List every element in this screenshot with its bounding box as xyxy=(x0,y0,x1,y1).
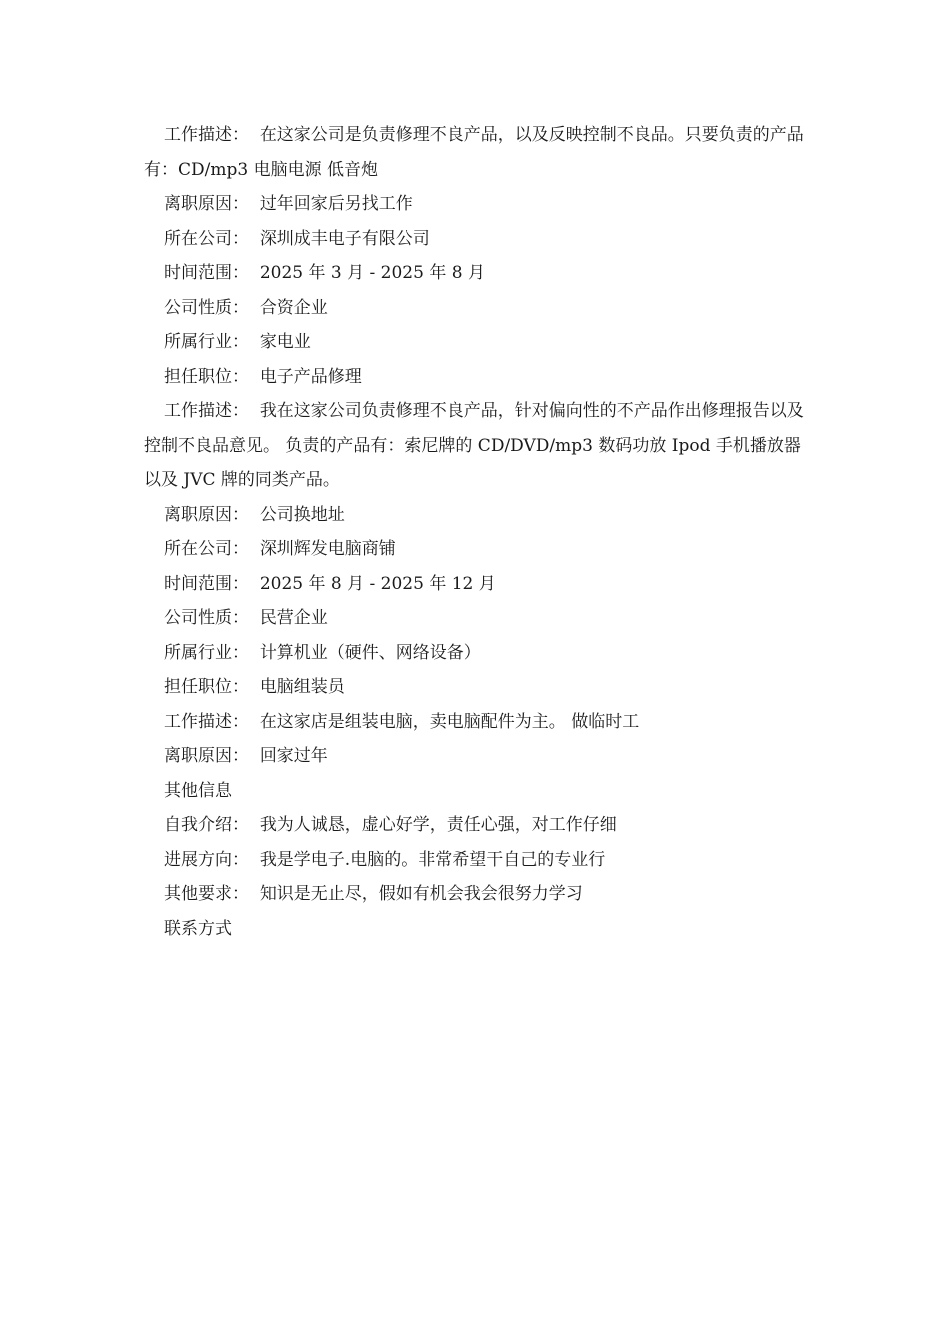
entry-work-desc-3 xyxy=(144,705,808,740)
field-label: 担任职位： xyxy=(164,366,249,387)
field-value: 深圳辉发电脑商铺 xyxy=(259,539,396,559)
field-value: 知识是无止尽，假如有机会我会很努力学习 xyxy=(259,884,583,904)
entry-self-intro xyxy=(144,808,808,843)
field-value: 回家过年 xyxy=(259,746,328,766)
field-value: 2025 年 3 月 - 2025 年 8 月 xyxy=(259,263,485,283)
contact-heading: 联系方式 xyxy=(164,918,232,939)
entry-company-type-2 xyxy=(144,291,808,326)
field-label: 工作描述： xyxy=(164,401,249,421)
field-label: 公司性质： xyxy=(164,608,249,628)
field-label: 离职原因： xyxy=(164,194,249,214)
entry-company-2 xyxy=(144,222,808,257)
entry-work-desc-1 xyxy=(144,118,808,187)
entry-company-3 xyxy=(144,532,808,567)
entry-other-requirements xyxy=(144,877,808,912)
entry-position-2 xyxy=(144,360,808,395)
field-value: 民营企业 xyxy=(259,608,328,628)
field-value: 我是学电子.电脑的。非常希望干自己的专业行 xyxy=(259,849,606,870)
field-label: 自我介绍： xyxy=(164,815,249,835)
entry-career-direction xyxy=(144,843,808,878)
field-label: 所在公司： xyxy=(164,228,249,249)
other-info xyxy=(144,808,808,912)
field-label: 担任职位： xyxy=(164,677,249,697)
field-value: 2025 年 8 月 - 2025 年 12 月 xyxy=(259,573,496,594)
field-label: 所在公司： xyxy=(164,539,249,559)
entry-position-3 xyxy=(144,670,808,705)
field-value: 家电业 xyxy=(259,332,311,352)
field-value: 在这家公司是负责修理不良产品，以及反映控制不良品。只要负责的产品有：CD/mp3 电脑电源 低音炮 xyxy=(144,125,804,180)
field-value: 电脑组装员 xyxy=(259,677,345,697)
field-label: 其他要求： xyxy=(164,884,249,904)
entry-leave-reason-2 xyxy=(144,498,808,533)
field-value: 过年回家后另找工作 xyxy=(259,194,413,214)
field-label: 公司性质： xyxy=(164,297,249,318)
field-value: 计算机业（硬件、网络设备） xyxy=(259,642,481,663)
field-label: 时间范围： xyxy=(164,263,249,283)
entry-time-range-3 xyxy=(144,567,808,602)
entry-leave-reason-3 xyxy=(144,739,808,774)
field-value: 公司换地址 xyxy=(259,504,345,525)
entry-leave-reason-1 xyxy=(144,187,808,222)
work-history xyxy=(144,118,808,774)
field-value: 在这家店是组装电脑，卖电脑配件为主。 做临时工 xyxy=(259,711,640,732)
field-value: 我在这家公司负责修理不良产品，针对偏向性的不产品作出修理报告以及控制不良品意见。 负责的产品有：索尼牌的 CD/DVD/mp3 数码功放 Ipod 手机播放器 以及 JVC 牌的同类产品。 xyxy=(144,401,807,490)
entry-industry-2 xyxy=(144,325,808,360)
field-label: 时间范围： xyxy=(164,573,249,594)
field-label: 所属行业： xyxy=(164,332,249,352)
entry-industry-3 xyxy=(144,636,808,671)
field-label: 所属行业： xyxy=(164,642,249,663)
field-label: 进展方向： xyxy=(164,849,249,870)
entry-time-range-2 xyxy=(144,256,808,291)
field-label: 离职原因： xyxy=(164,504,249,525)
field-label: 离职原因： xyxy=(164,746,249,766)
field-value: 我为人诚恳，虚心好学，责任心强，对工作仔细 xyxy=(259,815,617,835)
resume-page xyxy=(144,118,808,946)
field-value: 深圳成丰电子有限公司 xyxy=(259,228,430,249)
field-label: 工作描述： xyxy=(164,711,249,732)
field-label: 工作描述： xyxy=(164,125,249,145)
field-value: 合资企业 xyxy=(259,297,328,318)
entry-work-desc-2 xyxy=(144,394,808,498)
field-value: 电子产品修理 xyxy=(259,366,362,387)
entry-company-type-3 xyxy=(144,601,808,636)
other-info-heading: 其他信息 xyxy=(164,780,232,801)
